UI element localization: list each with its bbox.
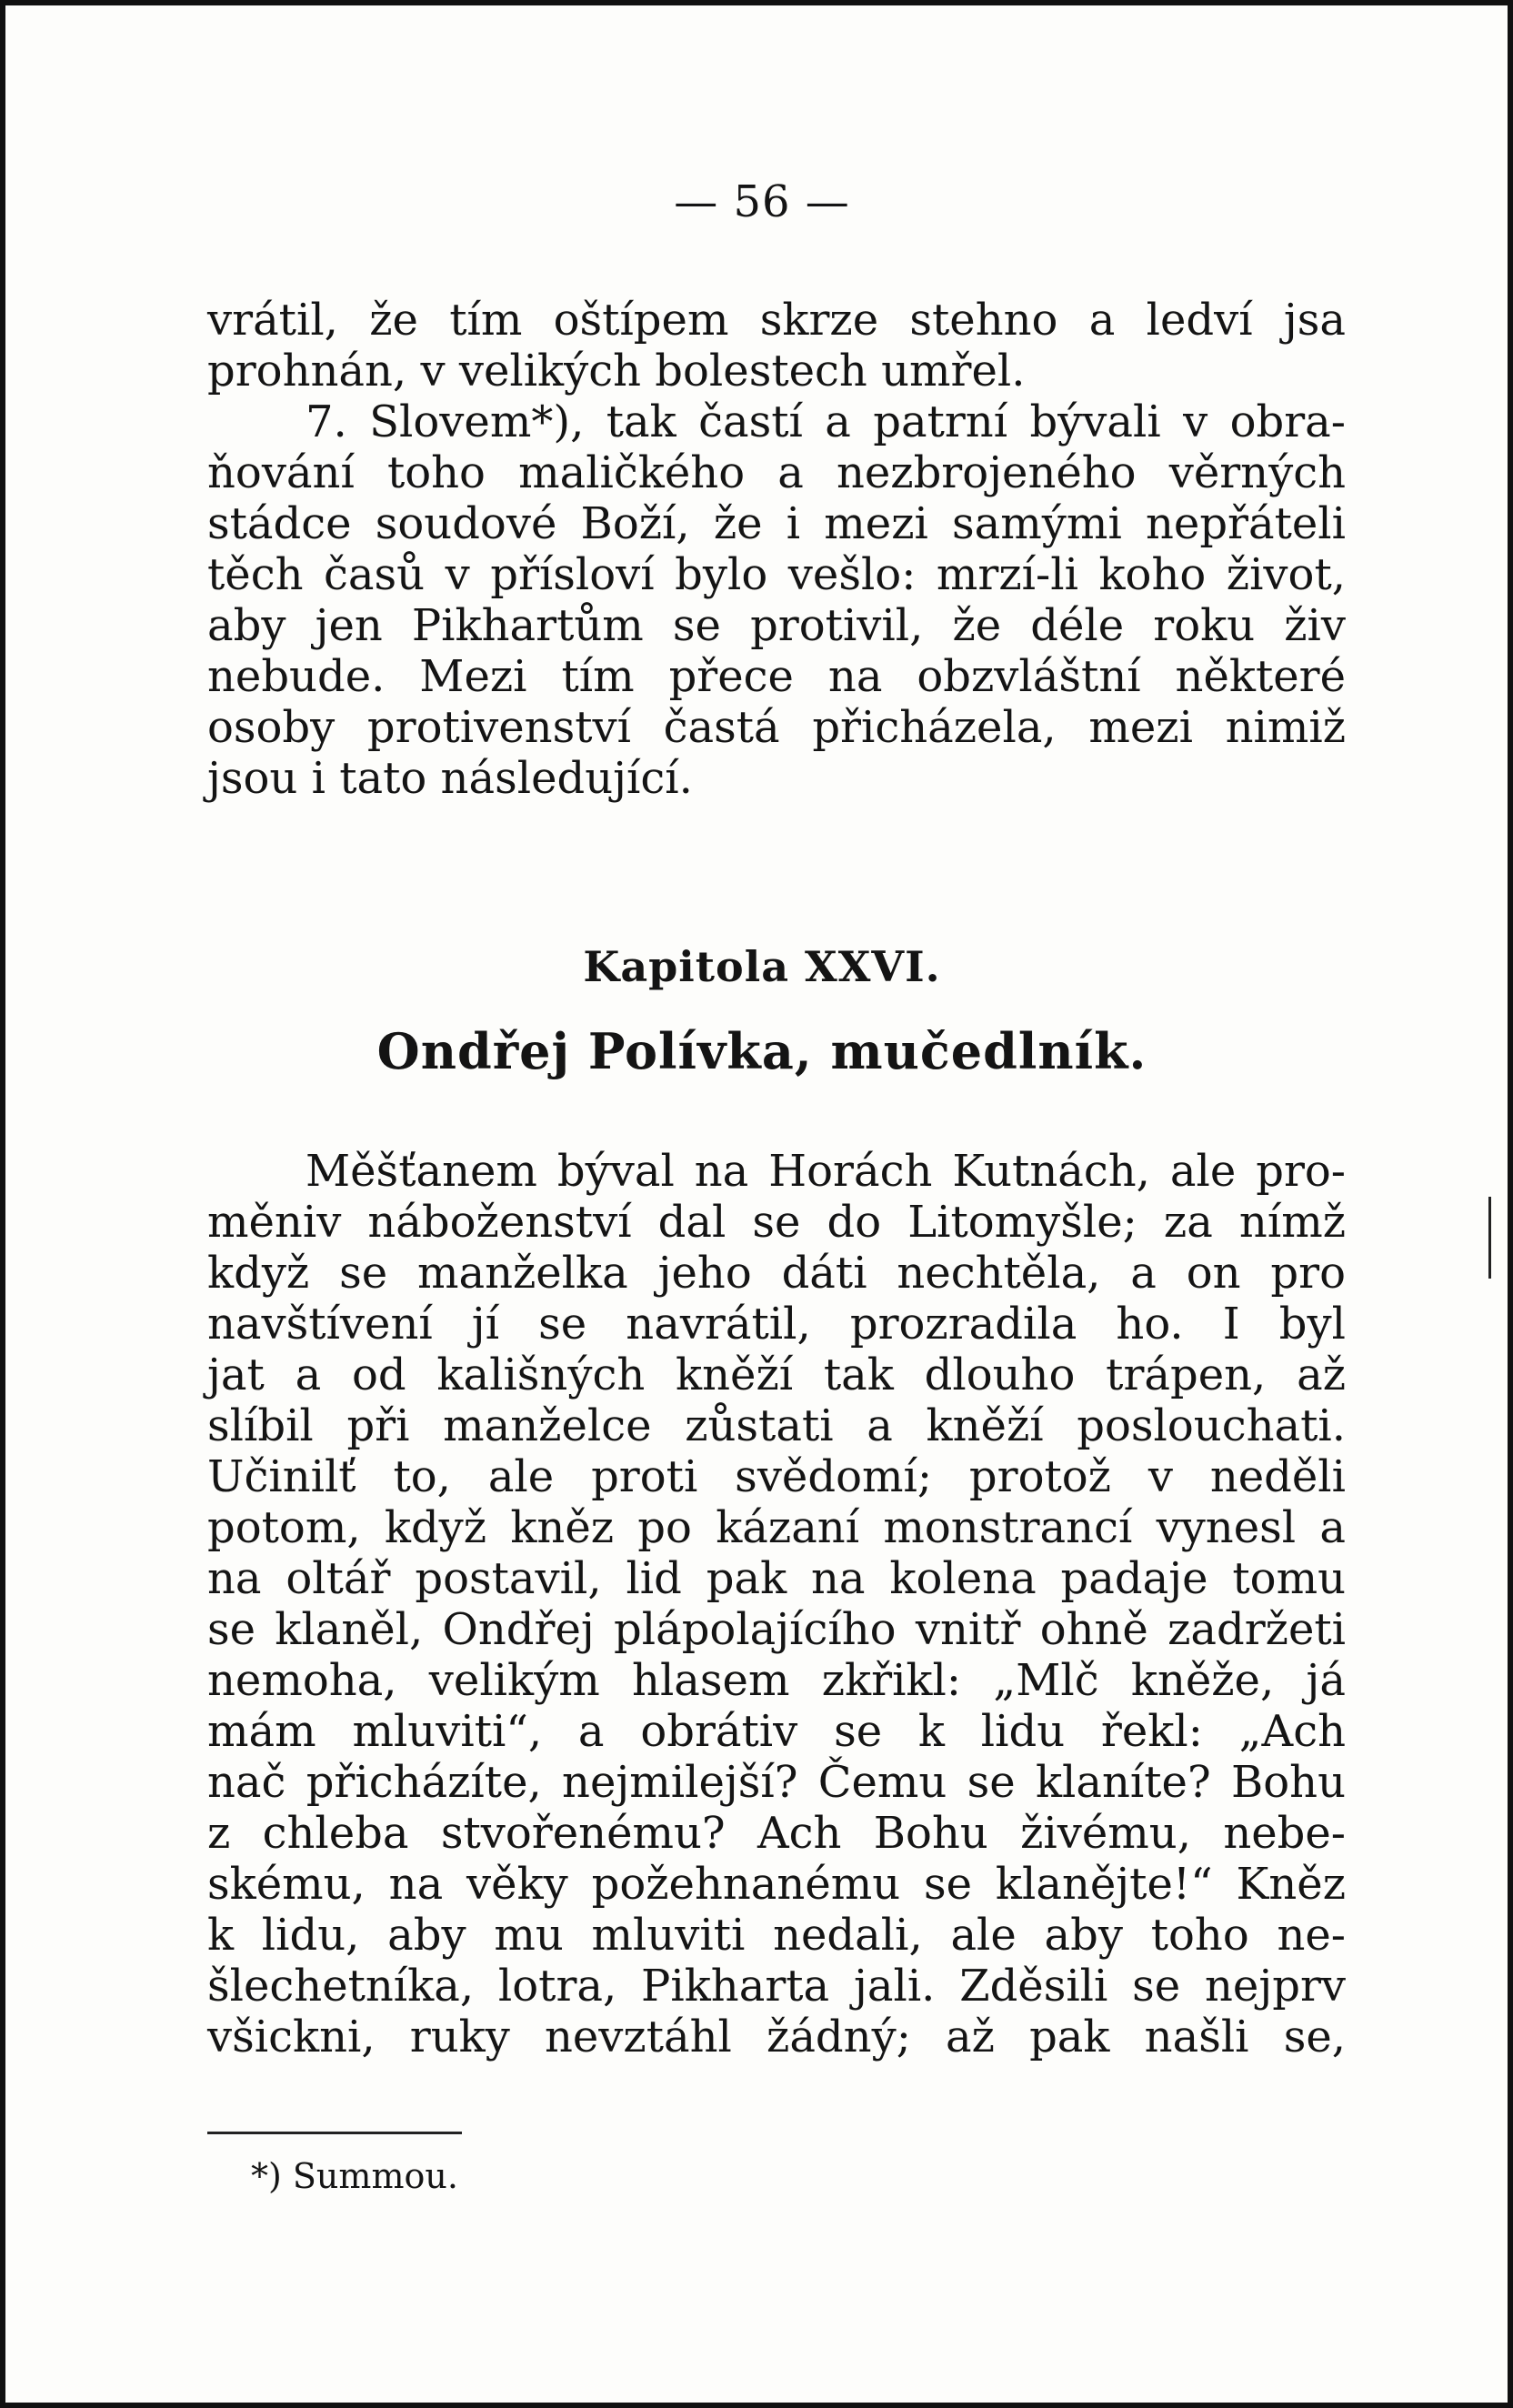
- text-line: 7. Slovem*), tak častí a patrní bývali v obra-: [306, 396, 1346, 447]
- page-number: — 56 —: [674, 176, 850, 227]
- text-line: měniv náboženství dal se do Litomyšle; za nímž: [207, 1197, 1346, 1248]
- text-line: ňování toho maličkého a nezbrojeného věrných: [207, 447, 1346, 498]
- text-line: slíbil při manželce zůstati a kněží poslouchati.: [207, 1400, 1346, 1451]
- text-line: aby jen Pikhartům se protivil, že déle roku živ: [207, 600, 1346, 651]
- body-text-main: [207, 1146, 1346, 2062]
- text-line: vrátil, že tím oštípem skrze stehno a ledví jsa: [207, 295, 1346, 346]
- text-line: nač přicházíte, nejmilejší? Čemu se klaníte? Bohu: [207, 1757, 1346, 1808]
- text-line: Učinilť to, ale proti svědomí; protož v neděli: [207, 1451, 1346, 1502]
- text-line: Měšťanem býval na Horách Kutnách, ale pro-: [306, 1146, 1346, 1197]
- text-line: k lidu, aby mu mluviti nedali, ale aby toho ne-: [207, 1910, 1346, 1961]
- text-line: mám mluviti“, a obrátiv se k lidu řekl: „Ach: [207, 1706, 1346, 1757]
- text-line: navštívení jí se navrátil, prozradila ho. I byl: [207, 1299, 1346, 1349]
- footnote-divider: [207, 2132, 462, 2134]
- text-line: skému, na věky požehnanému se klanějte!“ Kněz: [207, 1859, 1346, 1910]
- text-line: když se manželka jeho dáti nechtěla, a on pro: [207, 1248, 1346, 1299]
- text-line: stádce soudové Boží, že i mezi samými nepřáteli: [207, 498, 1346, 549]
- text-line: na oltář postavil, lid pak na kolena padaje tomu: [207, 1553, 1346, 1604]
- text-line: nebude. Mezi tím přece na obzvláštní některé: [207, 651, 1346, 702]
- text-line: jsou i tato následující.: [207, 753, 693, 804]
- body-text-top: [207, 295, 1346, 804]
- footnote: *) Summou.: [251, 2156, 458, 2196]
- text-line: se klaněl, Ondřej plápolajícího vnitř ohně zadržeti: [207, 1604, 1346, 1655]
- chapter-title: Ondřej Polívka, mučedlník.: [376, 1022, 1147, 1080]
- text-line: prohnán, v velikých bolestech umřel.: [207, 346, 1026, 396]
- text-line: jat a od kališných kněží tak dlouho trápen, až: [207, 1349, 1346, 1400]
- text-line: osoby protivenství častá přicházela, mezi nimiž: [207, 702, 1346, 753]
- text-line: všickni, ruky nevztáhl žádný; až pak našli se,: [207, 2012, 1346, 2062]
- page-edge-mark: [1488, 1197, 1491, 1279]
- chapter-heading: Kapitola XXVI.: [583, 942, 941, 991]
- text-line: nemoha, velikým hlasem zkřikl: „Mlč kněže, já: [207, 1655, 1346, 1706]
- text-line: potom, když kněz po kázaní monstrancí vynesl a: [207, 1502, 1346, 1553]
- text-line: z chleba stvořenému? Ach Bohu živému, nebe-: [207, 1808, 1346, 1859]
- text-line: šlechetníka, lotra, Pikharta jali. Zděsili se nejprv: [207, 1961, 1346, 2012]
- text-line: těch časů v přísloví bylo vešlo: mrzí-li koho život,: [207, 549, 1346, 600]
